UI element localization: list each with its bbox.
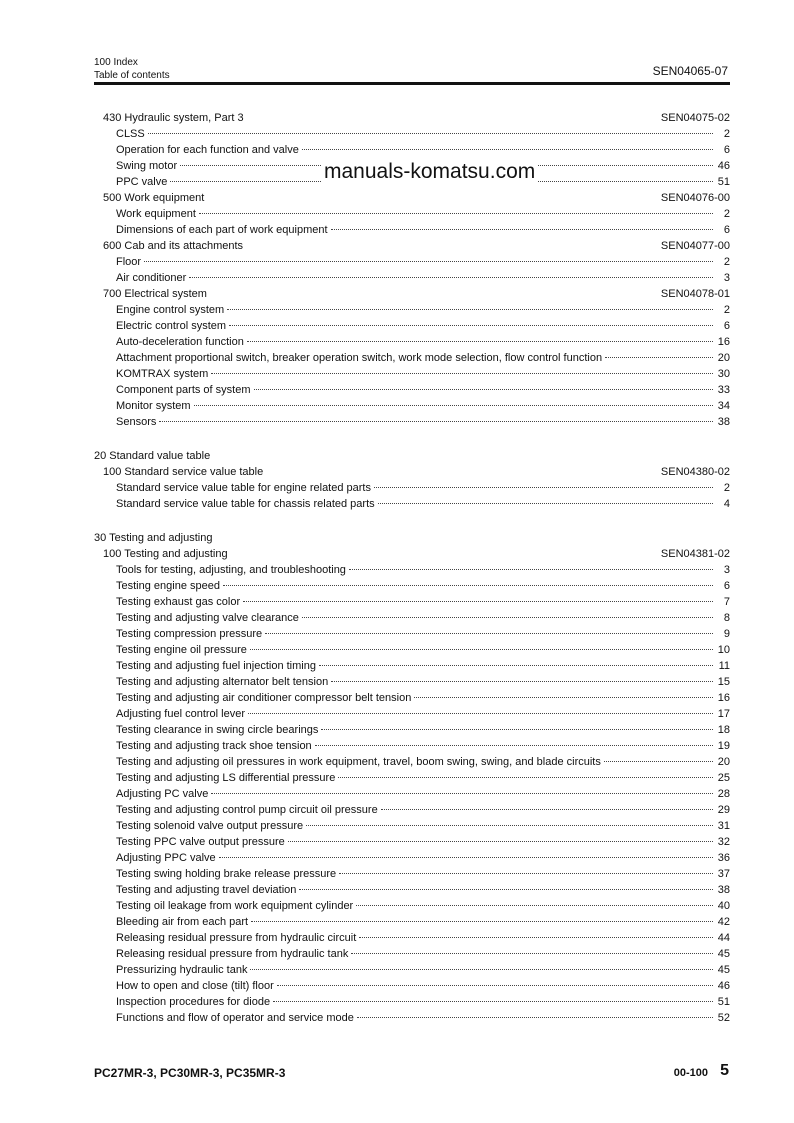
toc-entry <box>94 414 730 430</box>
toc-subsection <box>94 286 730 302</box>
toc-entry-title: Standard service value table for engine related parts <box>116 482 371 494</box>
toc-leader-dots <box>251 921 713 922</box>
toc-page-number: 2 <box>723 208 730 220</box>
toc-entry <box>94 206 730 222</box>
toc-entry <box>94 594 730 610</box>
toc-page-number: 6 <box>723 320 730 332</box>
toc-page-number: 32 <box>717 836 730 848</box>
toc-leader-dots <box>265 633 713 634</box>
header-subtitle: Table of contents <box>94 70 170 81</box>
toc-entry-title: KOMTRAX system <box>116 368 209 380</box>
toc-doc-code: SEN04077-00 <box>660 240 730 252</box>
toc-page-number: 19 <box>717 740 730 752</box>
toc-leader-dots <box>339 873 713 874</box>
toc-page-number: 28 <box>717 788 730 800</box>
toc-entry-title: Engine control system <box>116 304 225 316</box>
toc-page-number: 34 <box>717 400 730 412</box>
toc-entry <box>94 578 730 594</box>
toc-leader-dots <box>299 889 713 890</box>
toc-entry <box>94 142 730 158</box>
toc-page-number: 11 <box>718 660 730 672</box>
toc-entry <box>94 610 730 626</box>
toc-page-number: 40 <box>717 900 730 912</box>
toc-entry-title: Bleeding air from each part <box>116 916 249 928</box>
toc-page-number: 16 <box>717 336 730 348</box>
toc-entry <box>94 690 730 706</box>
toc-entry <box>94 1010 730 1026</box>
toc-section-title: 20 Standard value table <box>94 450 211 462</box>
toc-entry-title: Functions and flow of operator and service mode <box>116 1012 354 1024</box>
toc-entry-title: Testing oil leakage from work equipment cylinder <box>116 900 354 912</box>
toc-leader-dots <box>605 357 713 358</box>
toc-entry-title: Releasing residual pressure from hydraulic circuit <box>116 932 357 944</box>
toc-entry <box>94 562 730 578</box>
toc-subsection-title: 100 Testing and adjusting <box>103 548 228 560</box>
toc-entry-title: Testing and adjusting air conditioner compressor belt tension <box>116 692 412 704</box>
toc-entry-title: Testing engine oil pressure <box>116 644 247 656</box>
toc-leader-dots <box>199 213 713 214</box>
toc-leader-dots <box>211 793 713 794</box>
table-of-contents <box>94 110 730 1026</box>
toc-leader-dots <box>243 601 713 602</box>
toc-page-number: 16 <box>717 692 730 704</box>
toc-entry <box>94 398 730 414</box>
toc-entry-title: Standard service value table for chassis related parts <box>116 498 375 510</box>
toc-entry <box>94 350 730 366</box>
toc-entry <box>94 802 730 818</box>
toc-page-number: 2 <box>723 256 730 268</box>
toc-doc-code: SEN04380-02 <box>660 466 730 478</box>
toc-entry-title: Testing and adjusting fuel injection timing <box>116 660 316 672</box>
toc-entry-title: Electric control system <box>116 320 227 332</box>
toc-entry <box>94 866 730 882</box>
toc-page-number: 51 <box>717 996 730 1008</box>
toc-leader-dots <box>319 665 713 666</box>
toc-entry-title: Monitor system <box>116 400 191 412</box>
toc-entry <box>94 222 730 238</box>
toc-entry-title: Pressurizing hydraulic tank <box>116 964 248 976</box>
toc-entry-title: Work equipment <box>116 208 196 220</box>
toc-entry <box>94 834 730 850</box>
toc-leader-dots <box>338 777 713 778</box>
toc-entry <box>94 496 730 512</box>
toc-page-number: 3 <box>723 272 730 284</box>
toc-entry-title: Testing and adjusting alternator belt tension <box>116 676 329 688</box>
toc-entry <box>94 722 730 738</box>
toc-leader-dots <box>302 149 713 150</box>
toc-leader-dots <box>331 681 713 682</box>
toc-entry <box>94 994 730 1010</box>
toc-entry-title: Adjusting PPC valve <box>116 852 216 864</box>
toc-entry <box>94 770 730 786</box>
toc-subsection <box>94 238 730 254</box>
toc-entry-title: Testing engine speed <box>116 580 220 592</box>
toc-leader-dots <box>247 341 713 342</box>
footer-page-code: 00-100 <box>673 1067 708 1079</box>
toc-leader-dots <box>351 953 713 954</box>
toc-leader-dots <box>604 761 713 762</box>
toc-page-number: 31 <box>717 820 730 832</box>
toc-entry-title: Testing compression pressure <box>116 628 263 640</box>
toc-entry <box>94 480 730 496</box>
watermark: manuals-komatsu.com <box>324 160 536 183</box>
toc-entry-title: Attachment proportional switch, breaker operation switch, work mode selection, flow control function <box>116 352 603 364</box>
toc-entry-title: Testing clearance in swing circle bearings <box>116 724 319 736</box>
toc-page-number: 36 <box>717 852 730 864</box>
toc-leader-dots <box>250 969 713 970</box>
toc-entry-title: Testing exhaust gas color <box>116 596 241 608</box>
toc-entry-title: Testing and adjusting track shoe tension <box>116 740 312 752</box>
toc-entry <box>94 366 730 382</box>
toc-page-number: 37 <box>717 868 730 880</box>
toc-entry-title: Adjusting fuel control lever <box>116 708 246 720</box>
toc-section-title: 30 Testing and adjusting <box>94 532 213 544</box>
toc-entry-title: Tools for testing, adjusting, and troubleshooting <box>116 564 346 576</box>
header-doc-code: SEN04065-07 <box>652 64 728 78</box>
toc-leader-dots <box>306 825 713 826</box>
toc-leader-dots <box>321 729 713 730</box>
toc-leader-dots <box>414 697 713 698</box>
toc-entry <box>94 254 730 270</box>
toc-entry-title: Swing motor <box>116 160 178 172</box>
toc-leader-dots <box>331 229 713 230</box>
toc-subsection-title: 600 Cab and its attachments <box>103 240 244 252</box>
toc-entry-title: Dimensions of each part of work equipment <box>116 224 328 236</box>
toc-leader-dots <box>374 487 713 488</box>
toc-page-number: 17 <box>717 708 730 720</box>
toc-entry-title: Testing solenoid valve output pressure <box>116 820 304 832</box>
toc-leader-dots <box>250 649 713 650</box>
toc-section <box>94 530 730 546</box>
toc-leader-dots <box>219 857 713 858</box>
toc-page-number: 6 <box>723 144 730 156</box>
toc-entry-title: Auto-deceleration function <box>116 336 244 348</box>
toc-entry <box>94 674 730 690</box>
toc-page-number: 2 <box>723 128 730 140</box>
toc-subsection <box>94 110 730 126</box>
toc-entry-title: Operation for each function and valve <box>116 144 299 156</box>
toc-subsection-title: 500 Work equipment <box>103 192 205 204</box>
toc-entry <box>94 786 730 802</box>
toc-page-number: 45 <box>717 964 730 976</box>
toc-leader-dots <box>229 325 713 326</box>
toc-entry <box>94 126 730 142</box>
toc-entry <box>94 818 730 834</box>
toc-leader-dots <box>189 277 713 278</box>
toc-page-number: 2 <box>723 304 730 316</box>
toc-leader-dots <box>159 421 713 422</box>
toc-entry <box>94 962 730 978</box>
toc-page-number: 15 <box>717 676 730 688</box>
toc-entry-title: Testing and adjusting LS differential pressure <box>116 772 336 784</box>
toc-leader-dots <box>315 745 713 746</box>
toc-page-number: 3 <box>723 564 730 576</box>
toc-page-number: 18 <box>717 724 730 736</box>
toc-leader-dots <box>254 389 713 390</box>
toc-entry-title: Inspection procedures for diode <box>116 996 271 1008</box>
toc-entry-title: Testing PPC valve output pressure <box>116 836 285 848</box>
toc-entry-title: Air conditioner <box>116 272 187 284</box>
toc-subsection-title: 100 Standard service value table <box>103 466 264 478</box>
toc-entry-title: Testing and adjusting oil pressures in work equipment, travel, boom swing, swing, and blade circuits <box>116 756 601 768</box>
toc-entry <box>94 850 730 866</box>
toc-doc-code: SEN04075-02 <box>660 112 730 124</box>
toc-entry-title: Sensors <box>116 416 157 428</box>
header-section: 100 Index <box>94 57 138 68</box>
toc-subsection <box>94 190 730 206</box>
toc-leader-dots <box>194 405 713 406</box>
toc-page-number: 42 <box>717 916 730 928</box>
toc-page-number: 6 <box>723 580 730 592</box>
toc-entry-title: Releasing residual pressure from hydraulic tank <box>116 948 349 960</box>
toc-page-number: 20 <box>717 756 730 768</box>
toc-page-number: 51 <box>717 176 730 188</box>
toc-section <box>94 448 730 464</box>
toc-page-number: 6 <box>723 224 730 236</box>
toc-page-number: 29 <box>717 804 730 816</box>
toc-entry <box>94 978 730 994</box>
toc-page-number: 8 <box>723 612 730 624</box>
toc-entry <box>94 914 730 930</box>
toc-page-number: 38 <box>717 416 730 428</box>
toc-entry-title: Floor <box>116 256 142 268</box>
toc-leader-dots <box>378 503 713 504</box>
toc-leader-dots <box>357 1017 713 1018</box>
toc-page-number: 20 <box>717 352 730 364</box>
toc-entry-title: Testing swing holding brake release pressure <box>116 868 337 880</box>
toc-entry-title: Component parts of system <box>116 384 251 396</box>
toc-subsection <box>94 464 730 480</box>
toc-entry-title: Testing and adjusting valve clearance <box>116 612 299 624</box>
toc-entry <box>94 658 730 674</box>
toc-leader-dots <box>273 1001 713 1002</box>
toc-entry-title: CLSS <box>116 128 145 140</box>
footer-page-number: 5 <box>720 1062 729 1079</box>
footer-models: PC27MR-3, PC30MR-3, PC35MR-3 <box>94 1066 286 1080</box>
toc-page-number: 25 <box>717 772 730 784</box>
toc-leader-dots <box>349 569 713 570</box>
toc-leader-dots <box>148 133 713 134</box>
running-header <box>94 56 170 82</box>
toc-leader-dots <box>223 585 713 586</box>
toc-entry <box>94 738 730 754</box>
toc-entry <box>94 930 730 946</box>
toc-page-number: 38 <box>717 884 730 896</box>
toc-entry <box>94 706 730 722</box>
toc-entry-title: Testing and adjusting travel deviation <box>116 884 297 896</box>
toc-leader-dots <box>381 809 713 810</box>
toc-leader-dots <box>211 373 713 374</box>
toc-entry-title: How to open and close (tilt) floor <box>116 980 274 992</box>
toc-page-number: 46 <box>717 980 730 992</box>
toc-subsection-title: 700 Electrical system <box>103 288 207 300</box>
toc-leader-dots <box>359 937 713 938</box>
toc-page-number: 2 <box>723 482 730 494</box>
toc-page-number: 30 <box>717 368 730 380</box>
toc-entry <box>94 754 730 770</box>
toc-leader-dots <box>227 309 713 310</box>
toc-entry <box>94 270 730 286</box>
toc-entry <box>94 626 730 642</box>
toc-leader-dots <box>302 617 713 618</box>
toc-page-number: 33 <box>717 384 730 396</box>
toc-doc-code: SEN04381-02 <box>660 548 730 560</box>
toc-entry-title: Adjusting PC valve <box>116 788 209 800</box>
toc-page-number: 44 <box>717 932 730 944</box>
toc-entry <box>94 898 730 914</box>
toc-entry-title: Testing and adjusting control pump circuit oil pressure <box>116 804 378 816</box>
toc-subsection-title: 430 Hydraulic system, Part 3 <box>103 112 244 124</box>
header-rule <box>94 82 730 85</box>
toc-leader-dots <box>277 985 713 986</box>
toc-page-number: 7 <box>723 596 730 608</box>
toc-doc-code: SEN04078-01 <box>660 288 730 300</box>
toc-page-number: 52 <box>717 1012 730 1024</box>
toc-page-number: 46 <box>717 160 730 172</box>
toc-entry <box>94 882 730 898</box>
toc-page-number: 4 <box>723 498 730 510</box>
toc-entry <box>94 946 730 962</box>
toc-doc-code: SEN04076-00 <box>660 192 730 204</box>
toc-leader-dots <box>356 905 713 906</box>
toc-subsection <box>94 546 730 562</box>
toc-entry <box>94 302 730 318</box>
toc-leader-dots <box>288 841 713 842</box>
toc-entry <box>94 334 730 350</box>
toc-entry <box>94 382 730 398</box>
toc-leader-dots <box>144 261 713 262</box>
toc-page-number: 45 <box>717 948 730 960</box>
toc-page-number: 10 <box>717 644 730 656</box>
toc-entry <box>94 318 730 334</box>
toc-entry <box>94 642 730 658</box>
toc-leader-dots <box>248 713 713 714</box>
toc-entry-title: PPC valve <box>116 176 168 188</box>
toc-page-number: 9 <box>723 628 730 640</box>
